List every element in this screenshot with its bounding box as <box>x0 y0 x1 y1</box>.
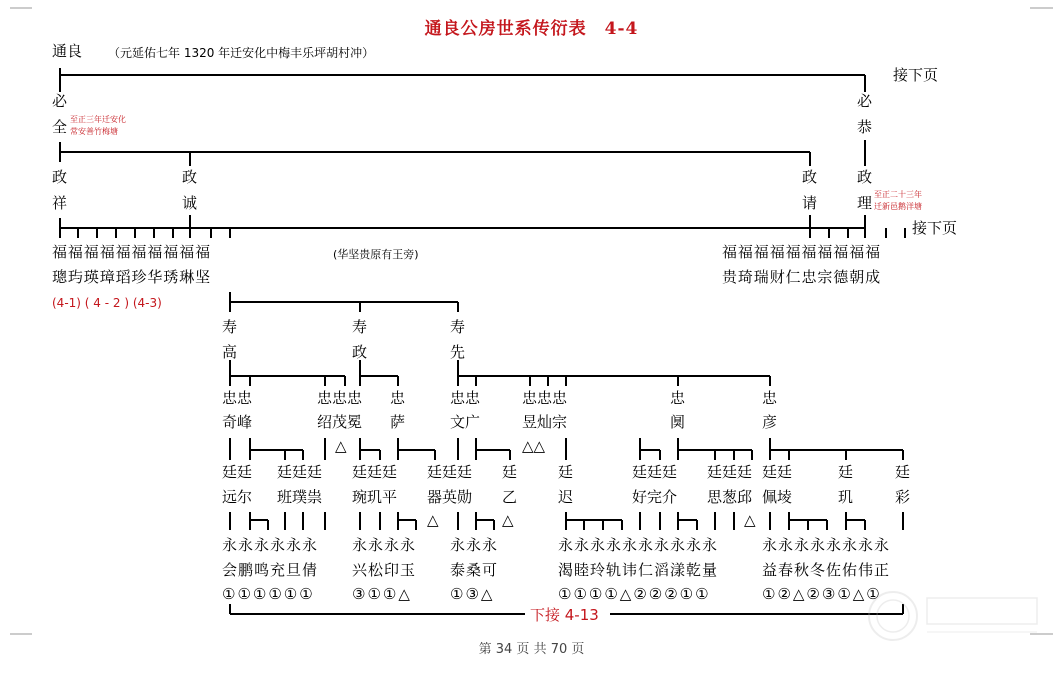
gen7-group2-line1: 廷廷廷 <box>277 463 323 481</box>
gen6-group6-line2: 阒 <box>670 413 686 431</box>
fu-prefix-left: 福福福福福福福福福福 <box>52 243 212 261</box>
gen7-group10-line2: 玑 <box>838 488 854 506</box>
gen8-group3-line3: ①③△ <box>450 585 495 603</box>
gen8-group1-line2: 会鹏鸣充旦倩 <box>222 561 319 579</box>
continue-next-page-1: 接下页 <box>893 66 939 84</box>
gen8-group3-line1: 永永永 <box>450 536 499 554</box>
zheng-qing-line2: 请 <box>802 194 818 212</box>
gen7-group11-line1: 廷 <box>895 463 911 481</box>
continue-next-page-2: 接下页 <box>912 219 958 237</box>
gen7-group5-line1: 廷 <box>502 463 518 481</box>
bi-quan-note-1: 至正三年迁安化 <box>70 115 126 124</box>
gen4-refs: (4-1) ( 4 - 2 ) (4-3) <box>52 296 162 310</box>
gen6-group7-line2: 彦 <box>762 413 778 431</box>
root-name: 通良 <box>52 42 83 60</box>
zheng-qing-line1: 政 <box>802 168 818 186</box>
gen7-group4-mark: △ <box>427 511 439 529</box>
gen6-group5-line2: 昱灿宗 <box>522 413 568 431</box>
bi-quan-line1: 必 <box>52 92 68 110</box>
gen7-group5-line2: 乙 <box>502 488 518 506</box>
gen6-group4-line1: 忠忠 <box>450 389 481 407</box>
gen6-group3-line2: 萨 <box>390 413 406 431</box>
page-footer: 第 34 页 共 70 页 <box>478 642 585 657</box>
gen7-group11-line2: 彩 <box>895 488 911 506</box>
shou-zheng-line2: 政 <box>352 343 368 361</box>
page-title: 通良公房世系传衍表 4-4 <box>424 19 639 39</box>
bi-quan-line2: 全 <box>52 118 68 136</box>
zheng-li-line1: 政 <box>857 168 873 186</box>
gen8-group5-line3: ①②△②③①△① <box>762 585 882 603</box>
shou-gao-line2: 高 <box>222 343 238 361</box>
fu-prefix-right: 福福福福福福福福福福 <box>722 243 882 261</box>
gen8-group4-line1: 永永永永永永永永永永 <box>558 536 719 554</box>
gen6-group3-line1: 忠 <box>390 389 406 407</box>
gen7-group3-line1: 廷廷廷 <box>352 463 398 481</box>
bi-gong-line1: 必 <box>857 92 873 110</box>
gen7-group8-line2: 思葱邱 <box>707 488 753 506</box>
gen7-group3-line2: 琬玑平 <box>352 488 398 506</box>
watermark-seal <box>865 588 1045 644</box>
zheng-li-line2: 理 <box>857 194 873 212</box>
gen6-group2-mark: △ <box>335 437 347 455</box>
gen7-group2-line2: 班璞祟 <box>277 488 323 506</box>
gen8-group2-line2: 兴松印玉 <box>352 561 417 579</box>
gen8-group2-line3: ③①①△ <box>352 585 412 603</box>
shou-xian-line1: 寿 <box>450 318 466 336</box>
gen7-group6-line1: 廷 <box>558 463 574 481</box>
gen7-group7-line2: 好完介 <box>632 488 678 506</box>
shou-xian-line2: 先 <box>450 343 466 361</box>
root-note: （元延佑七年 1320 年迁安化中梅丰乐坪胡村冲） <box>108 46 375 60</box>
gen7-group4-line1: 廷廷廷 <box>427 463 473 481</box>
gen6-group1-line2: 奇峰 <box>222 413 253 431</box>
gen6-group4-line2: 文广 <box>450 413 481 431</box>
gen7-group7-line1: 廷廷廷 <box>632 463 678 481</box>
gen8-group5-line1: 永永永永永永永永 <box>762 536 891 554</box>
bi-gong-line2: 恭 <box>857 118 873 136</box>
gen7-group10-line1: 廷 <box>838 463 854 481</box>
gen8-group4-line3: ①①①①△②②②①① <box>558 585 711 603</box>
zheng-xiang-line1: 政 <box>52 168 68 186</box>
gen8-group1-line3: ①①①①①① <box>222 585 315 603</box>
zheng-cheng-line2: 诚 <box>182 194 198 212</box>
gen8-group3-line2: 泰桑可 <box>450 561 499 579</box>
gen6-group2-line1: 忠忠忠 <box>317 389 363 407</box>
gen8-group1-line1: 永永永永永永 <box>222 536 319 554</box>
bi-quan-note-2: 常安善竹梅塘 <box>70 127 118 136</box>
zheng-cheng-line1: 政 <box>182 168 198 186</box>
gen6-group2-line2: 绍茂冕 <box>317 413 363 431</box>
zheng-xiang-line2: 祥 <box>52 194 68 212</box>
gen8-group2-line1: 永永永永 <box>352 536 417 554</box>
fu-names-right: 贵琦瑞财仁忠宗德朝成 <box>722 268 882 286</box>
gen8-group5-line2: 益春秋冬佐佑伟正 <box>762 561 891 579</box>
gen6-group5-line1: 忠忠忠 <box>522 389 568 407</box>
bottom-continue: 下接 4-13 <box>530 606 599 624</box>
gen7-group4-line2: 器英勋 <box>427 488 473 506</box>
gen7-group6-line2: 迟 <box>558 488 574 506</box>
gen7-group1-line1: 廷廷 <box>222 463 253 481</box>
gen6-group6-line1: 忠 <box>670 389 686 407</box>
gen7-group1-line2: 远尔 <box>222 488 253 506</box>
gen7-group5-mark: △ <box>502 511 514 529</box>
gen7-group9-line2: 佩堎 <box>762 488 793 506</box>
gen6-group5-mark: △△ <box>522 437 546 455</box>
gen6-group1-line1: 忠忠 <box>222 389 253 407</box>
gen4-center-note: (华坚贵原有王旁) <box>333 248 419 261</box>
shou-zheng-line1: 寿 <box>352 318 368 336</box>
gen8-group4-line2: 渴睦玲轨讳仁滔漾乾量 <box>558 561 719 579</box>
gen7-group8-line1: 廷廷廷 <box>707 463 753 481</box>
shou-gao-line1: 寿 <box>222 318 238 336</box>
fu-names-left: 璁玙瑛璋瑫珍华琇琳坚 <box>52 268 212 286</box>
gen6-group7-line1: 忠 <box>762 389 778 407</box>
zheng-li-note-1: 至正二十三年 <box>874 190 922 199</box>
zheng-li-note-2: 迁新邑鹅洋塘 <box>874 202 922 211</box>
gen7-group8-mark: △ <box>744 511 756 529</box>
gen7-group9-line1: 廷廷 <box>762 463 793 481</box>
